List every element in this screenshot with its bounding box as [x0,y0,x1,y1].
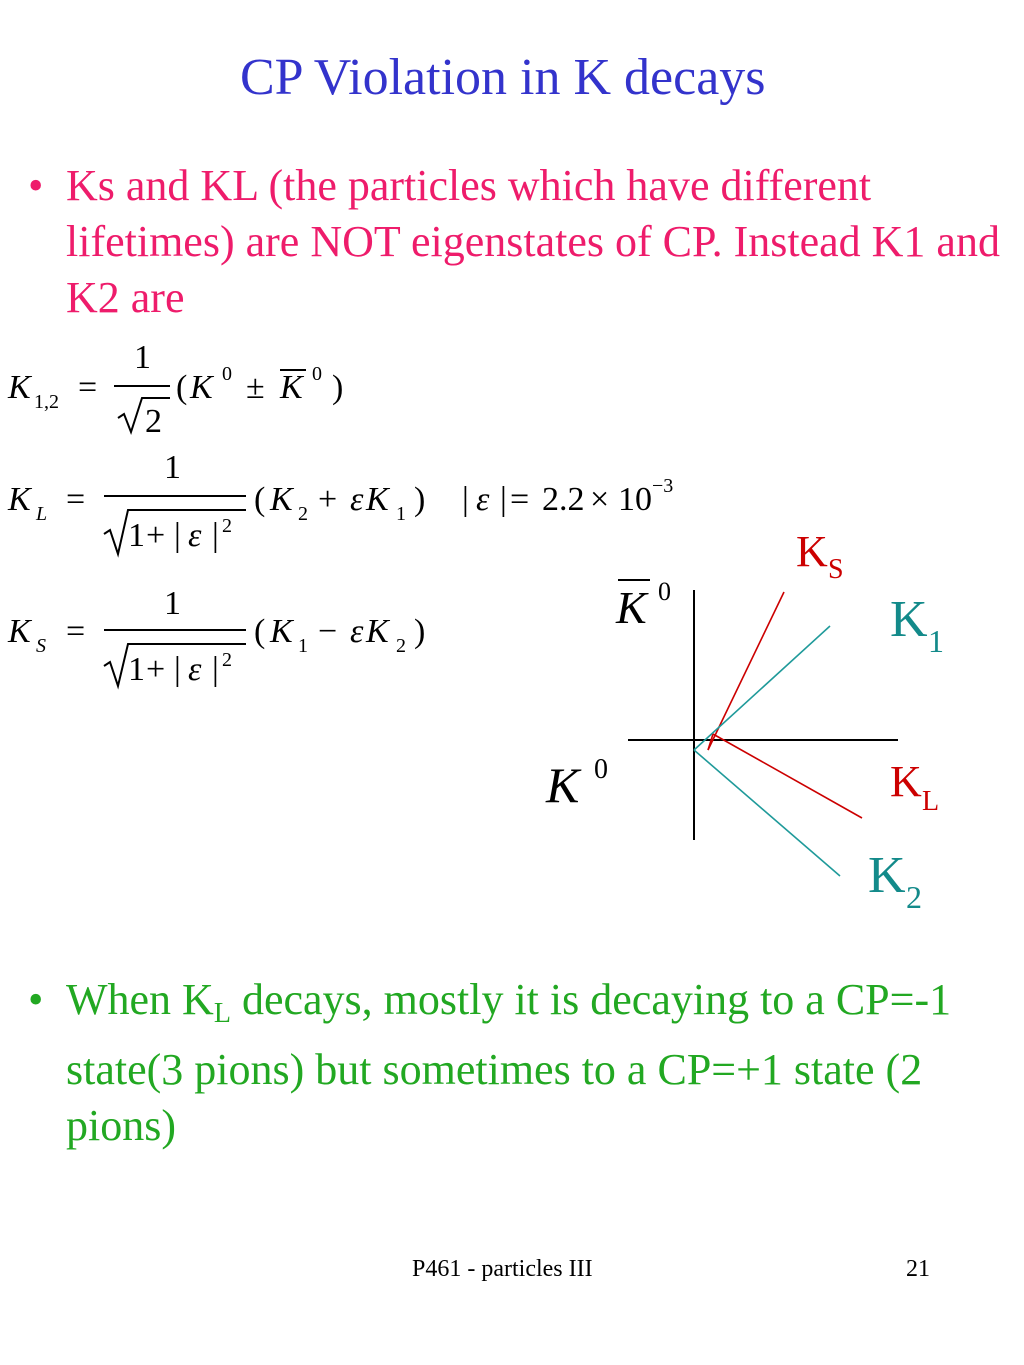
eq1-t2: K [280,369,303,406]
bullet-marker: • [28,161,44,210]
ks-label-sub: S [828,554,844,585]
bullet-marker: • [28,975,44,1024]
eq2-den-abs-open: | [174,517,181,554]
slide-title: CP Violation in K decays [240,49,766,106]
kl-label: K [890,757,922,806]
eq3-den-one: 1 [128,651,145,688]
eq1-den: 2 [145,403,162,440]
k2-vector [694,750,840,876]
ks-label: K [796,527,828,576]
eq3-num: 1 [164,585,181,622]
kbar0-sup: 0 [658,577,671,606]
kaon-state-diagram [530,520,970,920]
k0-label: K [546,757,580,813]
footer-page-number: 21 [906,1256,930,1282]
eq3-lhs-sub: S [36,635,46,657]
eq3-t2-sub: 2 [396,635,406,657]
kbar0-label: K [616,582,647,633]
kl-vector [713,734,862,818]
eq2-den-abs-close: | [212,517,219,554]
kl-label-sub: L [922,786,940,817]
eq3-t1-sub: 1 [298,635,308,657]
eps-abs-close: | [500,481,507,518]
bullet-text: Ks and KL (the particles which have different lifetimes) are NOT eigenstates of CP. Instead K1 and K2 are [66,161,1000,322]
eq1-t1: K [190,369,213,406]
eq2-t1: K [270,481,293,518]
eq2-equals: = [66,481,86,518]
eps-abs-open: | [462,481,469,518]
eq3-eps: ε [350,613,364,650]
eq1-lhs-sub: 1,2 [34,391,59,413]
bullet-text-sub: L [213,998,231,1029]
eq1-paren-close: ) [332,369,344,406]
eq1-paren-open: ( [176,369,188,406]
footer-course: P461 - particles III [412,1256,593,1282]
eq2-t2-sub: 1 [396,503,406,525]
eps-times: × [590,481,610,518]
eq3-lhs: K [8,613,31,650]
k1-label: K [890,591,928,648]
eps-base: 10 [618,481,652,518]
k2-label-sub: 2 [906,879,922,915]
eq2-op: + [318,481,338,518]
eq2-paren-open: ( [254,481,266,518]
equation-k12 [7,339,343,440]
eq3-equals: = [66,613,86,650]
eq3-paren-close: ) [414,613,426,650]
eq1-lhs: K [8,369,31,406]
eq2-den-sup: 2 [222,515,232,537]
eq1-equals: = [78,369,98,406]
eq1-sqrt [118,398,170,432]
eq3-den-abs-open: | [174,651,181,688]
eps-symbol: ε [476,481,490,518]
equation-ks [7,585,425,688]
eq3-t2: K [366,613,389,650]
eps-value: 2.2 [542,481,585,518]
k2-label: K [868,847,906,904]
eq2-paren-close: ) [414,481,426,518]
eq3-t1: K [270,613,293,650]
k1-label-sub: 1 [928,623,944,659]
eq3-den-plus: + [146,651,166,688]
eq2-den-eps: ε [188,517,202,554]
eps-equals: = [510,481,530,518]
eq3-den-eps: ε [188,651,202,688]
bullet-text-start: When K [66,975,214,1024]
bullet-text [66,972,1016,1154]
k1-vector [694,626,830,750]
eq3-op: − [318,613,338,650]
eq2-den-one: 1 [128,517,145,554]
eq2-t2: K [366,481,389,518]
eps-exponent: −3 [652,475,674,497]
eq1-t2-sup: 0 [312,363,322,385]
eq1-num: 1 [134,339,151,376]
k0-sup: 0 [594,754,608,785]
eq3-paren-open: ( [254,613,266,650]
eq2-num: 1 [164,449,181,486]
eq2-lhs-sub: L [36,503,48,525]
eq2-eps: ε [350,481,364,518]
eq2-t1-sub: 2 [298,503,308,525]
eq1-op: ± [246,369,265,406]
eq3-den-abs-close: | [212,651,219,688]
bullet-text-rest: decays, mostly it is decaying to a CP=-1 state(3 pions) but sometimes to a CP=+1 state (2 pions) [66,975,952,1150]
eq3-den-sup: 2 [222,649,232,671]
eq1-t1-sup: 0 [222,363,232,385]
eq2-den-plus: + [146,517,166,554]
eq2-lhs: K [8,481,31,518]
